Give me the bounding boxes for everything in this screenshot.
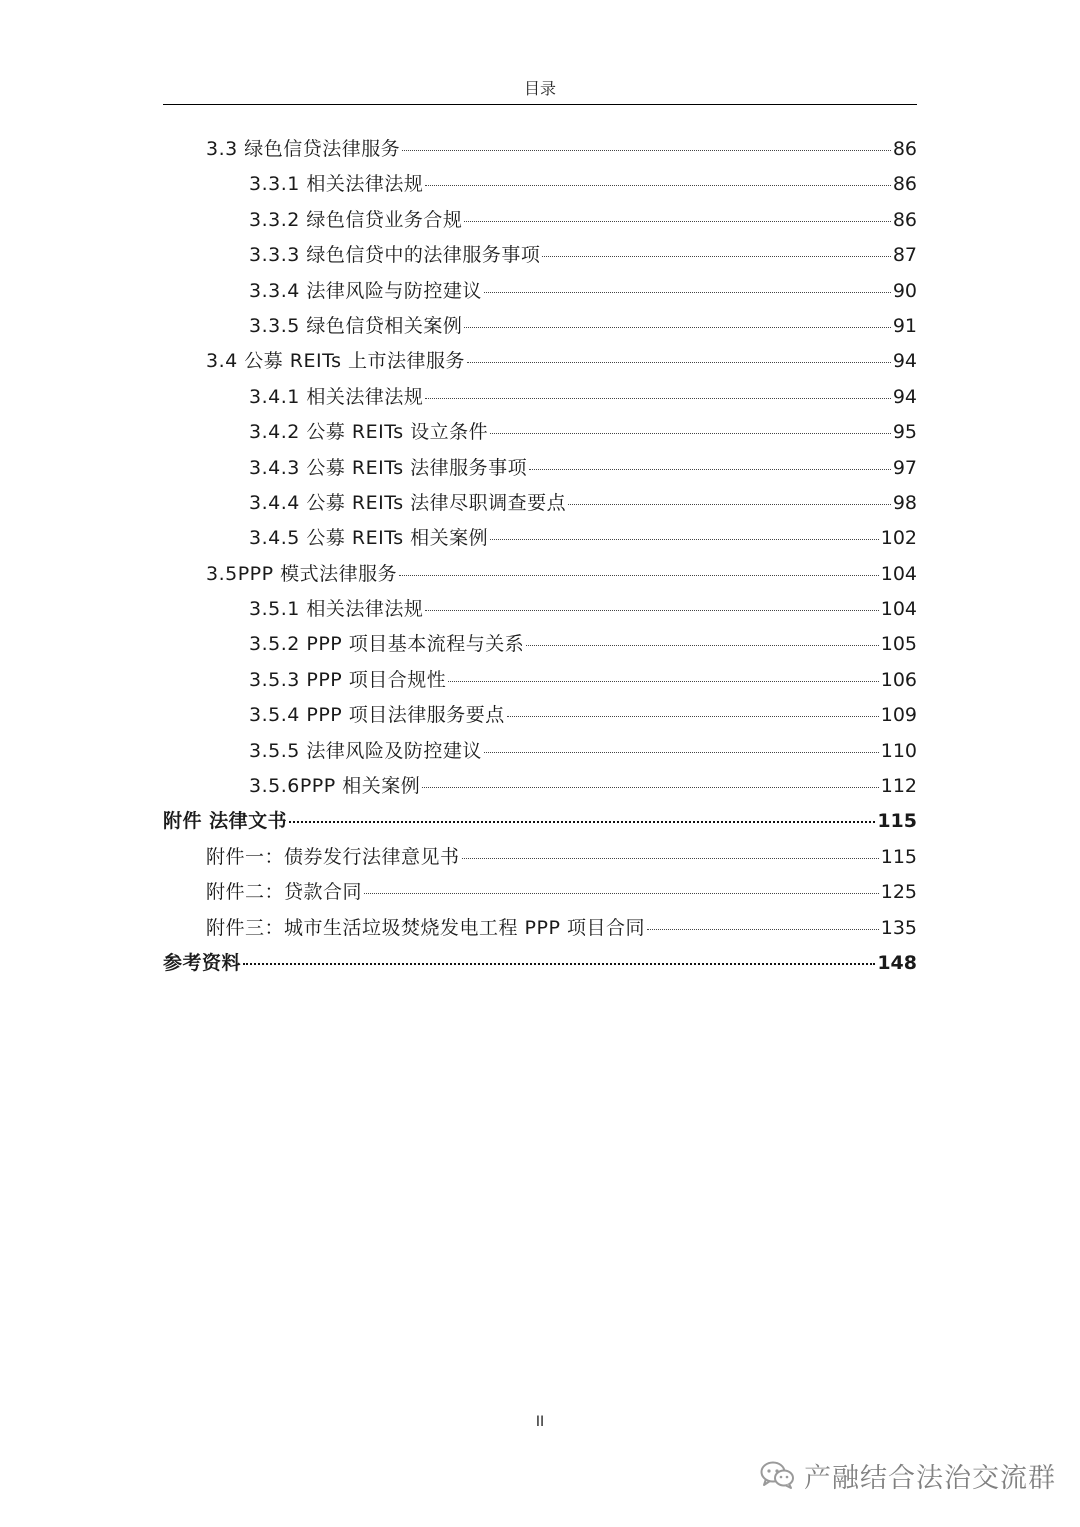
toc-entry-label: 附件二：贷款合同	[206, 881, 363, 904]
watermark	[760, 1455, 1056, 1495]
toc-entry-page: 97	[892, 456, 917, 479]
toc-entry-label: 3.5.4 PPP 项目法律服务要点	[249, 704, 505, 727]
toc-entry-label: 3.5PPP 模式法律服务	[206, 562, 398, 585]
toc-entry-page: 115	[877, 810, 917, 833]
toc-dot-leader	[467, 362, 891, 363]
toc-entry-page: 87	[892, 244, 917, 267]
toc-dot-leader	[425, 398, 890, 399]
toc-dot-leader	[526, 645, 878, 646]
toc-dot-leader	[402, 150, 891, 151]
toc-entry-page: 90	[892, 279, 917, 302]
page-number: II	[535, 1414, 545, 1430]
toc-entry-label: 3.4.5 公募 REITs 相关案例	[249, 527, 489, 550]
toc-dot-leader	[464, 327, 890, 328]
toc-entry-page: 104	[880, 598, 917, 621]
toc-entry-page: 135	[880, 916, 917, 939]
toc-entry-page: 104	[880, 562, 917, 585]
toc-dot-leader	[490, 539, 879, 540]
toc-dot-leader	[364, 893, 879, 894]
toc-dot-leader	[448, 681, 878, 682]
toc-entry-label: 3.5.3 PPP 项目合规性	[249, 668, 447, 691]
toc-entry-page: 112	[880, 775, 917, 798]
toc-entry[interactable]	[163, 167, 917, 202]
toc-entry-page: 125	[880, 881, 917, 904]
toc-entry-page: 86	[892, 208, 917, 231]
page-header-title: 目录	[523, 79, 556, 98]
toc-entry[interactable]	[163, 663, 917, 698]
toc-entry-page: 102	[880, 527, 917, 550]
toc-entry[interactable]	[163, 627, 917, 662]
toc-dot-leader	[568, 504, 891, 505]
toc-entry-label: 附件 法律文书	[163, 810, 288, 833]
toc-entry[interactable]	[163, 734, 917, 769]
toc-entry-label: 3.4.4 公募 REITs 法律尽职调查要点	[249, 491, 567, 514]
toc-dot-leader	[399, 575, 879, 576]
toc-dot-leader	[484, 752, 879, 753]
toc-dot-leader	[490, 433, 891, 434]
toc-dot-leader	[425, 185, 890, 186]
toc-entry[interactable]	[163, 309, 917, 344]
toc-entry-label: 3.3.3 绿色信贷中的法律服务事项	[249, 244, 541, 267]
toc-entry[interactable]	[163, 380, 917, 415]
toc-entry-label: 3.4.2 公募 REITs 设立条件	[249, 421, 489, 444]
toc-entry[interactable]	[163, 557, 917, 592]
toc-entry[interactable]	[163, 840, 917, 875]
toc-entry-label: 3.5.5 法律风险及防控建议	[249, 739, 482, 762]
toc-entry-label: 参考资料	[163, 951, 242, 974]
table-of-contents	[163, 132, 917, 981]
toc-entry[interactable]	[163, 274, 917, 309]
toc-dot-leader	[243, 963, 875, 965]
toc-dot-leader	[529, 469, 891, 470]
toc-entry-label: 3.3.5 绿色信贷相关案例	[249, 314, 463, 337]
wechat-icon	[760, 1460, 796, 1490]
toc-dot-leader	[484, 292, 891, 293]
toc-entry-label: 3.3.1 相关法律法规	[249, 173, 424, 196]
toc-entry-label: 附件三：城市生活垃圾焚烧发电工程 PPP 项目合同	[206, 916, 645, 939]
toc-entry[interactable]	[163, 486, 917, 521]
toc-entry-page: 110	[880, 739, 917, 762]
toc-entry-label: 3.3.4 法律风险与防控建议	[249, 279, 482, 302]
toc-entry-label: 3.5.1 相关法律法规	[249, 598, 424, 621]
toc-dot-leader	[464, 221, 890, 222]
toc-dot-leader	[507, 716, 879, 717]
toc-entry-page: 86	[892, 138, 917, 160]
toc-entry[interactable]	[163, 698, 917, 733]
toc-dot-leader	[542, 256, 890, 257]
toc-dot-leader	[289, 821, 875, 823]
toc-entry[interactable]	[163, 451, 917, 486]
toc-entry[interactable]	[163, 804, 917, 839]
toc-entry-label: 3.4.3 公募 REITs 法律服务事项	[249, 456, 528, 479]
toc-entry-page: 148	[877, 951, 917, 974]
toc-entry-label: 3.5.6PPP 相关案例	[249, 775, 421, 798]
toc-entry-page: 106	[880, 668, 917, 691]
toc-entry-label: 3.4.1 相关法律法规	[249, 385, 424, 408]
toc-entry-page: 94	[892, 385, 917, 408]
watermark-text: 产融结合法治交流群	[804, 1462, 1056, 1494]
toc-entry-label: 3.4 公募 REITs 上市法律服务	[206, 350, 466, 373]
toc-entry[interactable]	[163, 911, 917, 946]
toc-entry-page: 91	[892, 314, 917, 337]
toc-entry[interactable]	[163, 875, 917, 910]
toc-entry-page: 115	[880, 845, 917, 868]
toc-dot-leader	[425, 610, 878, 611]
toc-entry[interactable]	[163, 344, 917, 379]
toc-entry-page: 98	[892, 491, 917, 514]
toc-entry-label: 3.5.2 PPP 项目基本流程与关系	[249, 633, 525, 656]
toc-entry[interactable]	[163, 203, 917, 238]
toc-entry-label: 附件一：债券发行法律意见书	[206, 845, 460, 868]
toc-entry-page: 95	[892, 421, 917, 444]
toc-entry[interactable]	[163, 521, 917, 556]
toc-entry-label: 3.3 绿色信贷法律服务	[206, 138, 401, 160]
toc-entry-page: 105	[880, 633, 917, 656]
toc-dot-leader	[462, 858, 879, 859]
header-divider	[163, 104, 917, 105]
toc-entry[interactable]	[163, 132, 917, 167]
toc-entry-page: 94	[892, 350, 917, 373]
toc-entry[interactable]	[163, 238, 917, 273]
toc-dot-leader	[647, 929, 879, 930]
toc-entry[interactable]	[163, 592, 917, 627]
toc-entry[interactable]	[163, 946, 917, 981]
toc-entry-page: 109	[880, 704, 917, 727]
toc-dot-leader	[422, 787, 878, 788]
toc-entry-page: 86	[892, 173, 917, 196]
toc-entry-label: 3.3.2 绿色信贷业务合规	[249, 208, 463, 231]
toc-entry[interactable]	[163, 769, 917, 804]
toc-entry[interactable]	[163, 415, 917, 450]
